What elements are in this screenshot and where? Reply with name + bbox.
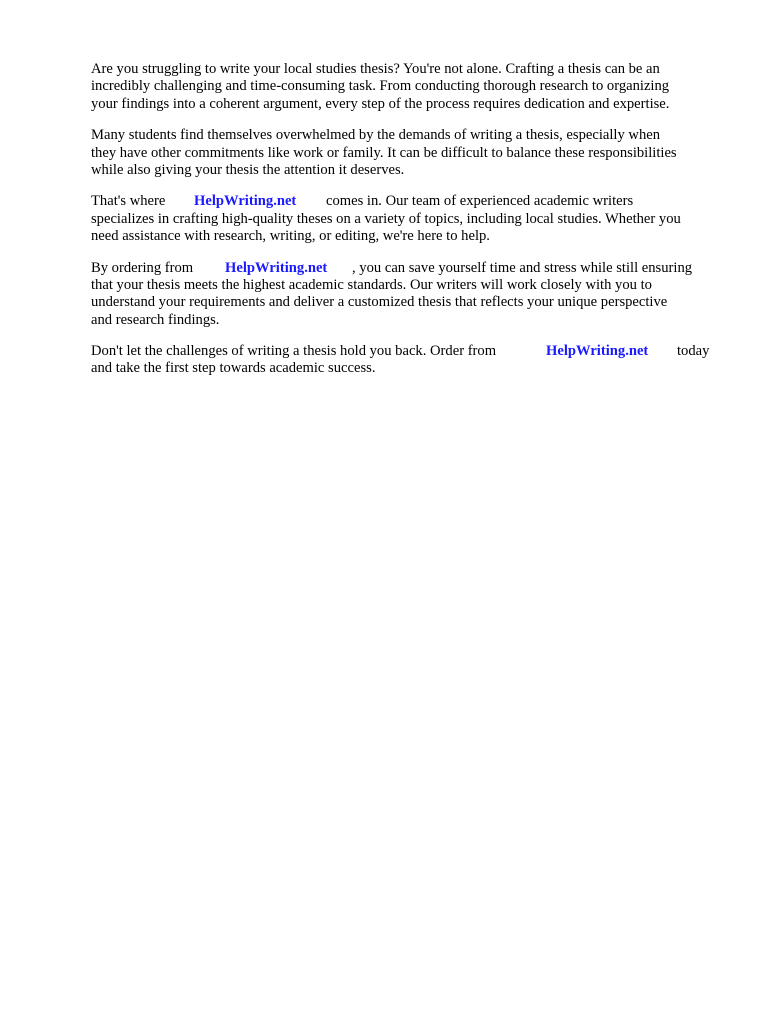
- text-line: [91, 294, 721, 311]
- text-line: [91, 312, 721, 329]
- text-segment: That's where: [91, 193, 166, 210]
- text-segment: Many students find themselves overwhelmed by the demands of writing a thesis, especially when: [91, 127, 661, 144]
- text-segment: Don't let the challenges of writing a thesis hold you back. Order from: [91, 343, 497, 360]
- text-line: [91, 145, 721, 162]
- text-segment: that your thesis meets the highest academic standards. Our writers will work closely with you to: [91, 276, 652, 293]
- paragraph-solution: [91, 193, 721, 245]
- text-segment: By ordering from: [91, 259, 194, 276]
- paragraph-intro: [91, 61, 721, 113]
- text-line: [91, 260, 721, 277]
- text-segment: comes in. Our team of experienced academic writers: [326, 193, 634, 210]
- text-line: [91, 78, 721, 95]
- text-segment: they have other commitments like work or family. It can be difficult to balance these responsibilities: [91, 144, 677, 161]
- text-line: [91, 61, 721, 78]
- text-line: [91, 343, 721, 360]
- text-line: [91, 96, 721, 113]
- text-line: [91, 193, 721, 210]
- text-line: [91, 211, 721, 228]
- text-line: [91, 228, 721, 245]
- helpwriting-link-3[interactable]: HelpWriting.net: [546, 343, 649, 360]
- text-line: [91, 127, 721, 144]
- text-segment: , you can save yourself time and stress while still ensuring: [352, 259, 693, 276]
- text-segment: specializes in crafting high-quality theses on a variety of topics, including local studies. Whether you: [91, 210, 681, 227]
- paragraph-problem: [91, 127, 721, 179]
- text-segment: today: [677, 343, 710, 360]
- text-segment: and research findings.: [91, 311, 220, 328]
- text-segment: Are you struggling to write your local studies thesis? You're not alone. Crafting a thesis can be an: [91, 61, 660, 77]
- text-line: [91, 360, 721, 377]
- text-segment: need assistance with research, writing, or editing, we're here to help.: [91, 228, 490, 245]
- text-segment: your findings into a coherent argument, every step of the process requires dedication and expertise.: [91, 95, 670, 112]
- helpwriting-link-1[interactable]: HelpWriting.net: [194, 193, 297, 210]
- text-segment: while also giving your thesis the attention it deserves.: [91, 161, 405, 178]
- text-segment: incredibly challenging and time-consuming task. From conducting thorough research to organizing: [91, 78, 670, 95]
- text-segment: understand your requirements and deliver a customized thesis that reflects your unique perspective: [91, 294, 668, 311]
- text-line: [91, 162, 721, 179]
- text-segment: and take the first step towards academic success.: [91, 360, 376, 377]
- helpwriting-link-2[interactable]: HelpWriting.net: [225, 259, 328, 276]
- text-line: [91, 277, 721, 294]
- paragraph-ordering: [91, 260, 721, 330]
- document-body: [91, 61, 721, 392]
- paragraph-call-to-action: [91, 343, 721, 378]
